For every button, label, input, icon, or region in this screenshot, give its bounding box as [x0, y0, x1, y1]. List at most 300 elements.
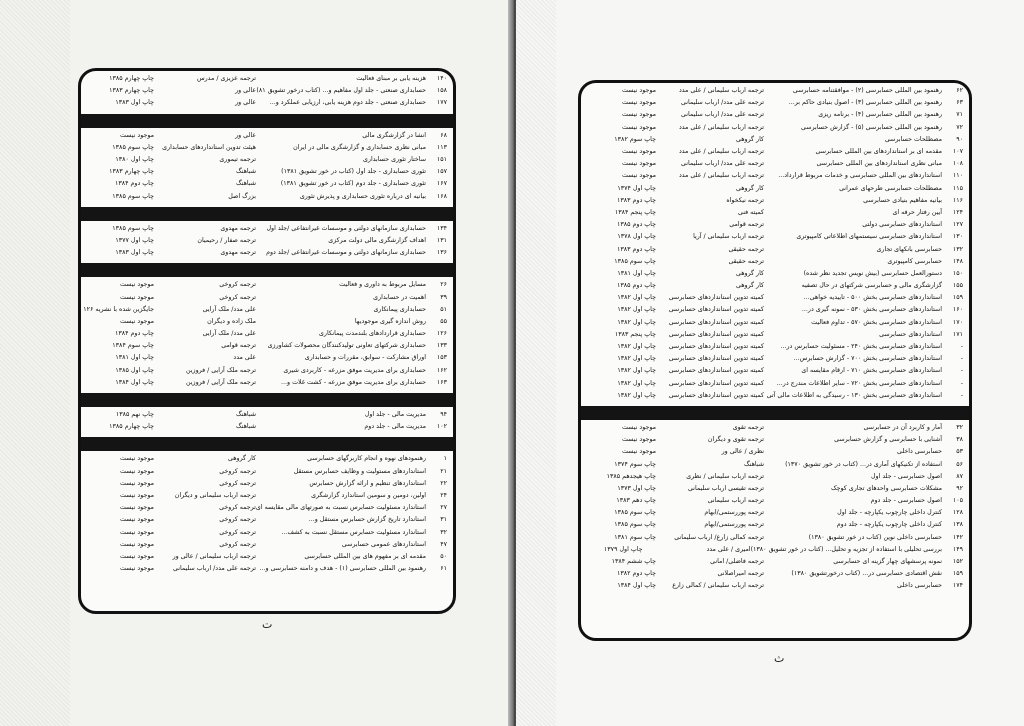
catalog-row — [87, 526, 447, 538]
row-title: کنترل داخلی چارچوب یکپارچه - جلد دوم — [836, 521, 942, 529]
row-title: مدیریت مالی - جلد اول — [364, 411, 426, 419]
row-author: ترجمه کمالی زارع/ ارباب سلیمانی — [674, 533, 764, 541]
catalog-row — [587, 483, 963, 495]
catalog-row — [87, 291, 447, 303]
catalog-row — [87, 279, 447, 291]
row-status: چاپ اول ۱۳۸۵ — [115, 366, 154, 374]
row-number: ۲۴ — [440, 491, 447, 499]
row-author: ترجمه قوامی — [221, 342, 256, 350]
row-title: بیانیه ای درباره تئوری حسابداری و پذیرش تئوری — [299, 192, 426, 200]
row-status: چاپ اول ۱۳۷۳ — [617, 484, 656, 492]
row-number: ۱۵۵ — [952, 282, 963, 290]
catalog-row — [587, 458, 963, 470]
catalog-row — [87, 142, 447, 154]
row-author: کمیته تدوین استانداردهای حسابرسی — [668, 391, 764, 399]
row-title: حسابداری صنعتی - جلد اول مفاهیم و... (کتاب درخور تشویق ۸۱) — [256, 87, 426, 95]
catalog-row — [587, 207, 963, 219]
row-author: ترجمه کروخی — [219, 467, 256, 475]
catalog-row — [587, 434, 963, 446]
catalog-row — [587, 519, 963, 531]
row-title: استانداردهای حسابرسی سیستمهای اطلاعاتی کامپیوتری — [796, 233, 942, 241]
catalog-row — [87, 502, 447, 514]
row-number: ۱۲۷ — [952, 221, 963, 229]
row-status: چاپ پنجم ۱۳۸۴ — [614, 208, 656, 216]
row-title: رهنمود بین المللی حسابرسی (۴) - برنامه ریزی — [818, 111, 942, 119]
row-author: کار گروهی — [735, 269, 764, 277]
section-divider-bar — [81, 207, 453, 221]
row-status: چاپ سوم ۱۳۸۵ — [112, 224, 154, 232]
row-status: چاپ اول ۱۳۷۹ — [603, 545, 643, 553]
row-author: ترجمه فاضلی/ امانی — [710, 558, 764, 566]
row-author: ترجمه صفار / رحیمیان — [197, 236, 256, 244]
right-catalog-frame — [578, 80, 972, 641]
row-author: ترجمه ارباب سلیمانی / علی مدد — [678, 123, 764, 131]
row-title: گزارشگری مالی و حسابرسی شرکتهای در حال تصفیه — [801, 282, 942, 290]
catalog-row — [587, 446, 963, 458]
row-number: ۱۳۸ — [952, 521, 963, 529]
catalog-row — [587, 378, 963, 390]
row-status: چاپ دوم ۱۳۸۳ — [616, 245, 656, 253]
row-title: مصطلحات حسابرسی — [884, 135, 942, 143]
row-author: ترجمه تقیسی ارباب سلیمانی — [687, 484, 764, 492]
row-status: موجود نیست — [621, 123, 656, 131]
row-number: - — [960, 391, 963, 399]
row-title: مبانی نظری حسابداری و گزارشگری مالی در ایران — [293, 143, 426, 151]
row-number: ۹۴ — [440, 411, 447, 419]
row-title: استانداردهای حسابرسی بخش ۵۰۰ - تاییدیه خواهی... — [803, 294, 942, 302]
row-number: ۱۰۸ — [952, 160, 963, 168]
row-title: حسابرسی بانکهای تجاری — [876, 245, 942, 253]
catalog-row — [87, 85, 447, 97]
row-number: ۱۱۵ — [952, 184, 963, 192]
row-author: کمیته تدوین استانداردهای حسابرسی — [668, 355, 764, 363]
catalog-row — [87, 453, 447, 465]
row-title: اهمیت در حسابداری — [373, 293, 426, 301]
row-number: ۱۱۳ — [436, 143, 447, 151]
row-title: آشنایی با حسابرسی و گزارش حسابرسی — [834, 436, 942, 444]
scan-noise-left — [0, 0, 70, 726]
row-author: ترجمه پوررستمی/ابهام — [704, 509, 764, 517]
row-title: استانداردهای بین المللی حسابرسی و خدمات مربوط قرارداد... — [778, 172, 942, 180]
row-status: چاپ اول ۱۳۸۴ — [115, 378, 154, 386]
row-author: کمیته تدوین استانداردهای حسابرسی — [668, 367, 764, 375]
row-title: رهنمودهای نهوه و انجام کاربرگهای حسابرسی — [307, 455, 426, 463]
row-title: بیانیه مفاهیم بنیادی حسابرسی — [863, 196, 942, 204]
catalog-row — [587, 109, 963, 121]
row-status: موجود نیست — [119, 504, 154, 512]
row-number: ۱۶۸ — [436, 192, 447, 200]
row-status: چاپ اول ۱۳۸۲ — [617, 294, 656, 302]
row-status: موجود نیست — [119, 516, 154, 524]
row-author: ترجمه ارباب سلیمانی / علی مدد — [678, 148, 764, 156]
row-number: ۵۳ — [956, 448, 963, 456]
row-title: استانداردهای مستولیت و وظایف حسابرس مستقل — [293, 467, 426, 475]
catalog-row — [587, 231, 963, 243]
row-status: موجود نیست — [119, 317, 154, 325]
row-author: شباهنگ — [236, 423, 256, 431]
catalog-row — [587, 195, 963, 207]
row-status: چاپ اول ۱۳۸۲ — [617, 306, 656, 314]
row-author: ترجمه حقیقی — [728, 245, 764, 253]
catalog-row — [87, 328, 447, 340]
catalog-row — [587, 304, 963, 316]
row-number: ۵۰ — [440, 552, 447, 560]
catalog-row — [87, 178, 447, 190]
row-author: ترجمه کروخی — [219, 504, 256, 512]
row-title: استفاده از تکنیکهای آماری در... (کتاب در خور تشویق ۱۳۷۰) — [785, 460, 942, 468]
row-author: ترجمه علی مدد/ ارباب سلیمانی — [680, 99, 764, 107]
row-status: چاپ ششم ۱۳۸۴ — [611, 558, 656, 566]
row-status: موجود نیست — [119, 293, 154, 301]
row-author: کمیته تدوین استانداردهای حسابرسی — [668, 318, 764, 326]
catalog-row — [83, 304, 447, 316]
catalog-row — [87, 235, 447, 247]
row-number: ۱۳۲ — [952, 245, 963, 253]
row-title: ساختار تئوری حسابداری — [362, 156, 426, 164]
catalog-row — [587, 268, 963, 280]
row-title: حسابرسی داخلی نوین (کتاب در خور تشویق ۱۳۸۰) — [808, 533, 942, 541]
row-author: ترجمه امیراصلانی — [717, 570, 764, 578]
row-number: ۹۲ — [956, 484, 963, 492]
section-divider-bar — [81, 393, 453, 407]
row-status: موجود نیست — [119, 455, 154, 463]
catalog-row — [87, 154, 447, 166]
row-status: موجود نیست — [119, 540, 154, 548]
row-status: چاپ پنجم ۱۳۸۳ — [614, 330, 656, 338]
row-number: ۳۱ — [440, 516, 447, 524]
row-status: چاپ اول ۱۳۷۴ — [617, 184, 656, 192]
row-status: چاپ اول ۱۳۸۰ — [115, 156, 154, 164]
row-title: آیین رفتار حرفه ای — [892, 208, 942, 216]
catalog-row — [587, 292, 963, 304]
row-author: ترجمه ملک آرایی / فروزین — [185, 378, 256, 386]
row-status: چاپ سوم ۱۳۸۵ — [112, 143, 154, 151]
row-status: جایگزین شده با نشریه ۱۲۶ — [83, 305, 154, 313]
row-status: چاپ چهارم ۱۳۸۳ — [109, 168, 154, 176]
row-number: ۱۵۷ — [436, 168, 447, 176]
catalog-row — [587, 365, 963, 377]
row-title: حسابداری قراردادهای بلندمدت پیمانکاری — [319, 330, 426, 338]
row-number: ۵۱ — [440, 305, 447, 313]
left-section-4 — [81, 277, 453, 393]
row-number: ۱۵۰ — [952, 269, 963, 277]
row-title: حسابداری برای مدیریت موفق مزرعه - کاربردی شیری — [283, 366, 426, 374]
row-status: چاپ چهارم ۱۳۸۳ — [109, 87, 154, 95]
catalog-row — [87, 365, 447, 377]
row-author: ترجمه تقوی و دیگران — [707, 436, 764, 444]
row-title: حسابرسی کامپیوتری — [887, 257, 942, 265]
row-author: شباهنگ — [744, 460, 764, 468]
row-author: ترجمه کروخی — [219, 479, 256, 487]
row-status: چاپ هیجدهم ۱۳۸۵ — [606, 472, 656, 480]
row-number: ۱۱۶ — [952, 196, 963, 204]
row-status: موجود نیست — [621, 111, 656, 119]
row-number: ۱۳۳ — [436, 342, 447, 350]
row-title: اصول حسابرسی - جلد اول — [870, 472, 942, 480]
left-section-2 — [81, 128, 453, 207]
row-number: ۷۲ — [956, 123, 963, 131]
row-status: چاپ سوم ۱۳۸۵ — [112, 192, 154, 200]
row-title: مدیریت مالی - جلد دوم — [364, 423, 426, 431]
row-title: استانداردهای حسابرسی دولتی — [862, 221, 942, 229]
catalog-row — [87, 352, 447, 364]
row-title: اولین، دومین و سومین استاندارد گزارشگری — [311, 491, 426, 499]
row-number: ۳۲ — [440, 528, 447, 536]
row-author: ترجمه ارباب سلیمانی / عالی ور — [172, 552, 256, 560]
row-number: - — [960, 343, 963, 351]
row-number: ۱۴۹ — [952, 545, 963, 553]
row-title: حسابداری برای مدیریت موفق مزرعه - کشت غلات و... — [281, 378, 426, 386]
row-number: ۱۳۴ — [436, 224, 447, 232]
row-status: موجود نیست — [621, 436, 656, 444]
row-author: ترجمه کروخی — [219, 540, 256, 548]
row-author: کمیته تدوین استانداردهای حسابرسی — [668, 343, 764, 351]
row-author: ترجمه تقوی — [732, 423, 764, 431]
row-number: ۱۴۸ — [952, 257, 963, 265]
section-divider-bar — [81, 437, 453, 451]
row-author: کار گروهی — [227, 455, 256, 463]
row-status: چاپ اول ۱۳۸۳ — [115, 99, 154, 107]
row-title: حسابداری سازمانهای دولتی و موسسات غیرانتفاعی /جلد اول — [266, 224, 426, 232]
row-number: - — [960, 379, 963, 387]
row-number: ۶۳ — [956, 99, 963, 107]
row-author: ترجمه قوامی — [729, 221, 764, 229]
row-title: استانداردهای عمومی حسابرسی — [341, 540, 426, 548]
row-author: ترجمه ارباب سلیمانی / نظری — [686, 472, 764, 480]
row-status: چاپ دوم ۱۳۸۵ — [616, 221, 656, 229]
row-author: ترجمه ارباب سلیمانی / آریا — [693, 233, 764, 241]
row-number: ۱۵۳ — [436, 354, 447, 362]
row-status: موجود نیست — [621, 160, 656, 168]
row-title: مقدمه ای بر استانداردهای بین المللی حسابرسی — [815, 148, 942, 156]
catalog-row — [587, 329, 963, 341]
row-status: چاپ سوم ۱۳۸۵ — [614, 257, 656, 265]
catalog-row — [587, 568, 963, 580]
row-status: چاپ دوم ۱۳۸۳ — [616, 196, 656, 204]
catalog-row — [587, 390, 963, 402]
row-title: استاندارد تاریخ گزارش حسابرس مستقل و... — [308, 516, 426, 524]
row-title: استانداردهای حسابرسی بخش ۷۰۰ - گزارش حسابرس... — [793, 355, 942, 363]
row-title: حسابداری پیمانکاری — [373, 305, 426, 313]
row-title: آمار و کاربرد آن در حسابرسی — [863, 423, 942, 431]
row-status: موجود نیست — [621, 148, 656, 156]
row-number: ۹۰ — [956, 135, 963, 143]
catalog-row — [587, 243, 963, 255]
row-author: ملک زاده و دیگران — [207, 317, 256, 325]
catalog-row — [587, 544, 963, 556]
row-title: رهنمود بین المللی حسابرسی (۱) - هدف و دامنه حسابرسی و... — [259, 565, 426, 573]
page-number: ث — [774, 652, 785, 665]
row-number: - — [960, 367, 963, 375]
row-number: ۱۴۰ — [436, 75, 447, 83]
catalog-row — [587, 317, 963, 329]
row-title: بررسی تحلیلی با استفاده از تجزیه و تحلیل... (کتاب در خور تشویق ۱۳۸۰) — [750, 545, 942, 553]
row-status: چاپ اول ۱۳۸۲ — [617, 318, 656, 326]
catalog-row — [87, 130, 447, 142]
row-status: موجود نیست — [621, 172, 656, 180]
row-status: موجود نیست — [119, 528, 154, 536]
catalog-row — [87, 421, 447, 433]
row-title: حسابرسی داخلی — [897, 448, 942, 456]
row-status: چاپ دوم ۱۳۸۴ — [114, 330, 154, 338]
row-title: استانداردهای تنظیم و ارائه گزارش حسابرس — [309, 479, 426, 487]
catalog-row — [87, 223, 447, 235]
row-author: کمیته تدوین استانداردهای حسابرسی — [668, 294, 764, 302]
row-author: شباهنگ — [236, 180, 256, 188]
row-number: ۱۶۰ — [952, 306, 963, 314]
row-status: چاپ دوم ۱۳۸۲ — [616, 570, 656, 578]
row-number: ۱ — [443, 455, 447, 463]
row-title: استانداردهای حسابرسی بخش ۷۱۰ - ارقام مقایسه ای — [801, 367, 942, 375]
section-divider-bar — [581, 406, 969, 420]
row-title: تئوری حسابداری - جلد اول (کتاب در خور تشویق ۱۳۸۱) — [281, 168, 426, 176]
row-number: ۲۶ — [440, 281, 447, 289]
row-author: ترجمه مهدوی — [220, 224, 256, 232]
row-author: ترجمه ارباب سلیمانی / علی مدد — [678, 172, 764, 180]
row-status: چاپ اول ۱۳۸۲ — [617, 391, 656, 399]
catalog-row — [587, 341, 963, 353]
row-author: ترجمه ارباب سلیمانی و دیگران — [174, 491, 256, 499]
row-status: چاپ اول ۱۳۸۴ — [617, 582, 656, 590]
catalog-row — [587, 158, 963, 170]
row-author: ترجمه مهدوی — [220, 249, 256, 257]
row-title: استاندارد مسئولیت حسابرس نسبت به صورتهای مالی مقایسه ای — [255, 504, 426, 512]
row-number: ۱۱۰ — [952, 172, 963, 180]
right-section-1 — [581, 83, 969, 406]
row-title: استاندارد مسئولیت حسابرس مستقل نسبت به کشف... — [281, 528, 426, 536]
row-number: ۱۶۲ — [436, 366, 447, 374]
row-status: چاپ اول ۱۳۷۷ — [115, 236, 154, 244]
row-status: موجود نیست — [119, 479, 154, 487]
row-number: - — [960, 355, 963, 363]
row-author: ترجمه ارباب سلیمانی — [707, 497, 764, 505]
row-number: ۶۸ — [440, 131, 447, 139]
row-status: چاپ اول ۱۳۸۲ — [617, 379, 656, 387]
row-author: کمیته تدوین استانداردهای حسابرسی — [668, 330, 764, 338]
row-title: استانداردهای حسابرسی بخش ۵۳۰ - نمونه گیری در... — [801, 306, 942, 314]
row-status: چاپ دهم ۱۳۸۳ — [616, 497, 656, 505]
catalog-row — [587, 256, 963, 268]
row-title: رهنمود بین المللی حسابرسی (۵) - گزارش حسابرسی — [800, 123, 942, 131]
row-number: ۱۷۴ — [952, 582, 963, 590]
catalog-row — [587, 556, 963, 568]
row-author: ترجمه عزیزی / مدرس — [196, 75, 256, 83]
row-number: ۴۷ — [440, 540, 447, 548]
row-author: شباهنگ — [236, 411, 256, 419]
row-title: استانداردهای حسابرسی بخش ۲۴۰ - مسئولیت حسابرس در... — [780, 343, 942, 351]
row-author: علی مدد — [233, 354, 256, 362]
row-number: ۲۱ — [440, 467, 447, 475]
catalog-row — [87, 514, 447, 526]
row-title: استانداردهای حسابرسی بخش ۱۳۰ - رسیدگی به اطلاعات مالی آتی — [766, 391, 942, 399]
catalog-row — [87, 490, 447, 502]
row-number: ۲۲ — [440, 479, 447, 487]
catalog-row — [587, 183, 963, 195]
row-title: حسابداری صنعتی - جلد دوم هزینه یابی، ارزیابی عملکرد و... — [269, 99, 426, 107]
row-number: ۱۲۸ — [952, 509, 963, 517]
catalog-row — [87, 409, 447, 421]
row-author: ترجمه تیموری — [219, 156, 256, 164]
row-title: روش اندازه گیری موجودیها — [354, 317, 426, 325]
row-status: چاپ سوم ۱۳۸۵ — [614, 521, 656, 529]
catalog-row — [587, 495, 963, 507]
row-author: کمیته تدوین استانداردهای حسابرسی — [668, 379, 764, 387]
left-section-3 — [81, 221, 453, 264]
row-author: ترجمه حقیقی — [728, 257, 764, 265]
catalog-row — [87, 478, 447, 490]
row-title: انشا در گزارشگری مالی — [362, 131, 426, 139]
row-number: ۱۷۰ — [952, 318, 963, 326]
row-status: چاپ اول ۱۳۸۲ — [617, 355, 656, 363]
row-title: استانداردهای حسابرسی — [879, 330, 942, 338]
row-number: ۱۵۹ — [952, 294, 963, 302]
row-status: موجود نیست — [119, 565, 154, 573]
row-author: کمیته فنی — [738, 208, 764, 216]
row-number: ۱۲۴ — [952, 208, 963, 216]
row-status: چاپ اول ۱۳۸۲ — [617, 343, 656, 351]
row-number: ۳۲ — [956, 423, 963, 431]
row-number: ۲۷ — [440, 504, 447, 512]
scan-noise-right — [516, 0, 556, 726]
row-status: چاپ اول ۱۳۷۸ — [617, 233, 656, 241]
row-title: تئوری حسابداری - جلد دوم (کتاب در خور تشویق ۱۳۸۱) — [280, 180, 426, 188]
catalog-row — [587, 122, 963, 134]
catalog-row — [587, 170, 963, 182]
row-title: استانداردهای حسابرسی بخش ۵۷۰ - تداوم فعالیت — [811, 318, 942, 326]
catalog-row — [87, 73, 447, 85]
row-number: ۳۹ — [440, 293, 447, 301]
row-author: بزرگ اصل — [228, 192, 256, 200]
row-status: موجود نیست — [621, 448, 656, 456]
row-number: ۱۵۹ — [952, 570, 963, 578]
row-author: ترجمه علی مدد/ ارباب سلیمانی — [680, 111, 764, 119]
row-number: ۱۳۰ — [952, 233, 963, 241]
row-number: ۱۵۸ — [436, 87, 447, 95]
catalog-row — [87, 191, 447, 203]
row-author: عالی ور — [235, 99, 256, 107]
row-status: چاپ سوم ۱۳۷۴ — [614, 460, 656, 468]
catalog-row — [587, 422, 963, 434]
catalog-row — [587, 580, 963, 592]
row-author: کار گروهی — [735, 282, 764, 290]
row-author: ترجمه پوررستمی/ابهام — [704, 521, 764, 529]
row-status: چاپ اول ۱۳۸۱ — [115, 354, 154, 362]
row-title: مبانی نظری استانداردهای بین المللی حسابرسی — [816, 160, 942, 168]
catalog-row — [587, 353, 963, 365]
row-status: چاپ سوم ۱۳۸۱ — [614, 533, 656, 541]
row-status: چاپ دوم ۱۳۸۵ — [616, 282, 656, 290]
row-author: ترجمه علی مدد/ ارباب سلیمانی — [172, 565, 256, 573]
row-number: ۷۱ — [956, 111, 963, 119]
section-divider-bar — [81, 263, 453, 277]
catalog-row — [587, 471, 963, 483]
catalog-row — [587, 507, 963, 519]
row-status: موجود نیست — [119, 491, 154, 499]
catalog-row — [87, 551, 447, 563]
row-author: کار گروهی — [735, 184, 764, 192]
row-status: موجود نیست — [621, 99, 656, 107]
row-status: موجود نیست — [621, 423, 656, 431]
row-title: نقش اقتصادی حسابرسی در... (کتاب درخورتشویق ۱۳۸۰) — [791, 570, 942, 578]
row-status: موجود نیست — [621, 87, 656, 95]
row-number: ۱۰۲ — [436, 423, 447, 431]
catalog-row — [87, 563, 447, 575]
page-number: ت — [262, 618, 273, 631]
row-author: هیئت تدوین استانداردهای حسابداری — [162, 143, 256, 151]
row-author: ترجمه کروخی — [219, 528, 256, 536]
row-author: ترجمه ملک آرایی / فروزین — [185, 366, 256, 374]
row-title: کنترل داخلی چارچوب یکپارچه - جلد اول — [837, 509, 942, 517]
